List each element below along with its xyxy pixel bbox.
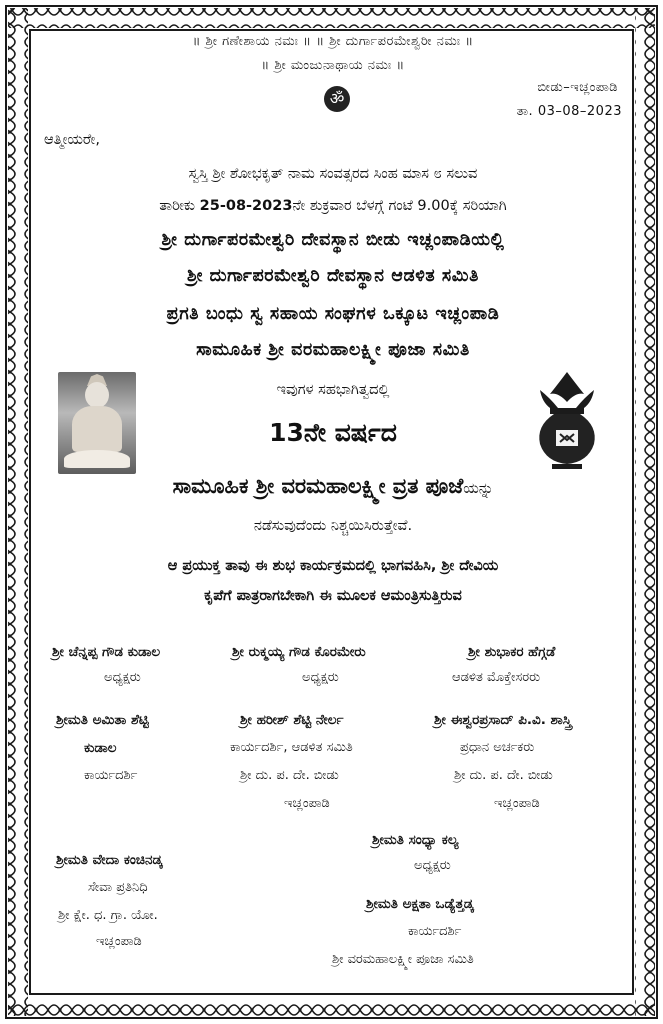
invocation-line-1: ॥ ಶ್ರೀ ಗಣೇಶಾಯ ನಮಃ ॥ ॥ ಶ್ರೀ ದುರ್ಗಾಪರಮೇಶ್ವರೀ ನಮಃ ॥ [192, 34, 474, 49]
event-heading [44, 474, 622, 499]
place-label: ಬೀಡು–ಇಚ್ಲಂಪಾಡಿ [537, 80, 618, 95]
invitation-content [44, 34, 622, 990]
event-date: 25-08-2023 [199, 198, 293, 214]
organization-3: ಸಾಮೂಹಿಕ ಶ್ರೀ ವರಮಹಾಲಕ್ಷ್ಮೀ ಪೂಜಾ ಸಮಿತಿ [196, 340, 470, 360]
invite-line-1: ಆ ಪ್ರಯುಕ್ತ ತಾವು ಈ ಶುಭ ಕಾರ್ಯಕ್ರಮದಲ್ಲಿ ಭಾಗವಹಿಸಿ, ಶ್ರೀ ದೇವಿಯ [167, 558, 499, 574]
salutation: ಆತ್ಮೀಯರೇ, [44, 132, 100, 148]
date-label: ತಾ. 03–08–2023 [516, 104, 622, 119]
om-icon: ॐ [324, 86, 350, 112]
signatory-4-name: ಶ್ರೀಮತಿ ಅಮಿತಾ ಶೆಟ್ಟಿ [56, 712, 149, 728]
signatory-5-place: ಇಚ್ಲಂಪಾಡಿ [284, 796, 330, 811]
invocation-line-2: ॥ ಶ್ರೀ ಮಂಜುನಾಥಾಯ ನಮಃ ॥ [261, 58, 405, 73]
signatory-1-role: ಅಧ್ಯಕ್ಷರು [104, 670, 141, 685]
signatory-2-name: ಶ್ರೀ ರುಕ್ಮಯ್ಯ ಗೌಡ ಕೊರಮೇರು [232, 644, 366, 660]
signatory-1-name: ಶ್ರೀ ಚೆನ್ನಪ್ಪ ಗೌಡ ಕುಡಾಲ [52, 644, 161, 660]
signatory-5-role: ಕಾರ್ಯದರ್ಶಿ, ಆಡಳಿತ ಸಮಿತಿ [230, 740, 353, 755]
organization-2: ಪ್ರಗತಿ ಬಂಧು ಸ್ವ ಸಹಾಯ ಸಂಘಗಳ ಒಕ್ಕೂಟ ಇಚ್ಲಂಪಾಡಿ [166, 304, 500, 324]
event-title: ಸಾಮೂಹಿಕ ಶ್ರೀ ವರಮಹಾಲಕ್ಷ್ಮೀ ವ್ರತ ಪೂಜೆ [172, 474, 464, 498]
signatory-6-name: ಶ್ರೀ ಈಶ್ವರಪ್ರಸಾದ್ ಪಿ.ವಿ. ಶಾಸ್ತ್ರಿ [434, 712, 572, 728]
signatory-5-name: ಶ್ರೀ ಹರೀಶ್ ಶೆಟ್ಟಿ ನೇರ್ಲ [240, 712, 344, 728]
signatory-8-place: ಇಚ್ಲಂಪಾಡಿ [96, 934, 142, 949]
signatory-9-org: ಶ್ರೀ ವರಮಹಾಲಕ್ಷ್ಮೀ ಪೂಜಾ ಸಮಿತಿ [332, 952, 474, 967]
signatory-6-role: ಪ್ರಧಾನ ಅರ್ಚಕರು [460, 740, 535, 755]
venue-line: ಶ್ರೀ ದುರ್ಗಾಪರಮೇಶ್ವರಿ ದೇವಸ್ಥಾನ ಬೀಡು ಇಚ್ಲಂಪಾಡಿಯಲ್ಲಿ [161, 230, 505, 250]
signatory-4-role: ಕಾರ್ಯದರ್ಶಿ [84, 768, 138, 783]
signatory-5-org: ಶ್ರೀ ದು. ಪ. ದೇ. ಬೀಡು [240, 768, 339, 783]
signatory-7-role: ಅಧ್ಯಕ್ಷರು [414, 858, 451, 873]
decided-line: ನಡೆಸುವುದೆಂದು ನಿಶ್ಚಯಿಸಿರುತ್ತೇವೆ. [253, 518, 413, 534]
organization-1: ಶ್ರೀ ದುರ್ಗಾಪರಮೇಶ್ವರಿ ದೇವಸ್ಥಾನ ಆಡಳಿತ ಸಮಿತಿ [186, 266, 480, 286]
signatory-2-role: ಅಧ್ಯಕ್ಷರು [302, 670, 339, 685]
signatory-4-name-line-2: ಕುಡಾಲ [84, 740, 117, 756]
body-line-1: ಸ್ವಸ್ತಿ ಶ್ರೀ ಶೋಭಕೃತ್ ನಾಮ ಸಂವತ್ಸರದ ಸಿಂಹ ಮಾಸ ೮ ಸಲುವ [188, 166, 478, 182]
signatory-6-place: ಇಚ್ಲಂಪಾಡಿ [494, 796, 540, 811]
invite-line-2: ಕೃಪೆಗೆ ಪಾತ್ರರಾಗಬೇಕಾಗಿ ಈ ಮೂಲಕ ಆಮಂತ್ರಿಸುತ್ತಿರುವ [204, 588, 462, 604]
date-suffix: ನೇ ಶುಕ್ರವಾರ ಬೆಳಗ್ಗೆ ಗಂಟೆ 9.00ಕ್ಕೆ ಸರಿಯಾಗಿ [292, 198, 507, 214]
signatory-6-org: ಶ್ರೀ ದು. ಪ. ದೇ. ಬೀಡು [454, 768, 553, 783]
signatory-8-org: ಶ್ರೀ ಕ್ಷೇ. ಧ. ಗ್ರಾ. ಯೋ. [58, 908, 158, 923]
date-prefix: ತಾರೀಕು [159, 198, 200, 214]
signatory-3-role: ಆಡಳಿತ ಮೊಕ್ತೇಸರರು [452, 670, 541, 685]
signatory-9-role: ಕಾರ್ಯದರ್ಶಿ [408, 924, 462, 939]
partnership-line: ಇವುಗಳ ಸಹಭಾಗಿತ್ವದಲ್ಲಿ [276, 382, 390, 398]
signatory-3-name: ಶ್ರೀ ಶುಭಾಕರ ಹೆಗ್ಗಡೆ [468, 644, 556, 660]
signatory-8-name: ಶ್ರೀಮತಿ ವೇದಾ ಕಂಚಿನಡ್ಕ [56, 852, 163, 868]
body-line-2 [44, 198, 622, 214]
event-suffix: ಯನ್ನು [463, 481, 494, 497]
signatory-8-role: ಸೇವಾ ಪ್ರತಿನಿಧಿ [88, 880, 148, 895]
signatory-7-name: ಶ್ರೀಮತಿ ಸಂಧ್ಯಾ ಕಲ್ಯ [372, 832, 459, 848]
year-heading: 13ನೇ ವರ್ಷದ [269, 418, 397, 447]
signatory-9-name: ಶ್ರೀಮತಿ ಅಕ್ಷತಾ ಒಡ್ಯೆತ್ತಡ್ಕ [366, 896, 474, 912]
